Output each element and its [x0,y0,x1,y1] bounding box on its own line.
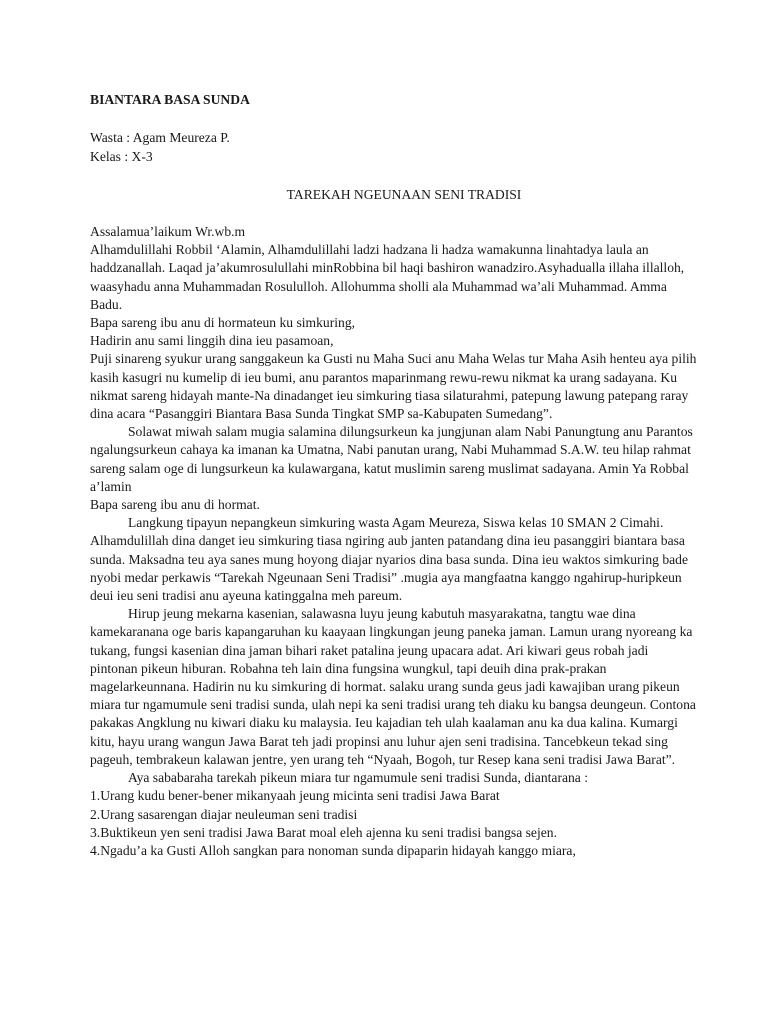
greeting: Assalamua’laikum Wr.wb.m [90,224,246,239]
introduction-paragraph: Langkung tipayun nepangkeun simkuring wasta Agam Meureza, Siswa kelas 10 SMAN 2 Cimahi. Alhamdulillah dina danget ieu simkuring tiasa ngiring aub janten patandang dina ieu pasanggiri biantara basa sunda. Maksadna teu aya sanes mung hoyong diajar nyarios dina basa sunda. Dina ieu waktos simkuring bade nyobi medar perkawis “Tarekah Ngeunaan Seni Tradisi” .mugia aya mangfaatna kanggo ngahirup-huripkeun deui ieu seni tradisi anu ayeuna katinggalna meh pareum. [90,515,688,604]
list-item: 1.Urang kudu bener-bener mikanyaah jeung micinta seni tradisi Jawa Barat [90,788,500,804]
solawat-paragraph: Solawat miwah salam mugia salamina dilungsurkeun ka jungjunan alam Nabi Panungtung anu Parantos ngalungsurkeun cahaya ka imanan ka Umatna, Nabi panutan urang, Nabi Muhammad S.A.W. teu hilap rahmat sareng salam oge di lungsurkeun ka kulawargana, katut muslimin sareng muslimat sadayana. Amin Ya Robbal a’lamin [90,424,693,494]
author-name: Wasta : Agam Meureza P. [90,130,230,145]
salutation-3: Bapa sareng ibu anu di hormat. [90,497,260,513]
main-content-paragraph: Hirup jeung mekarna kasenian, salawasna luyu jeung kabutuh masyarakatna, tangtu wae dina kamekaranana oge baris kapangaruhan ku kaayaan lingkungan jeung paneka jaman. Lamun urang nyoreang ka tukang, fungsi kasenian dina jaman bihari raket patalina jeung upacara adat. Ari kiwari geus robah jadi pintonan pikeun hiburan. Robahna teh lain dina fungsina wungkul, tapi deuih dina prak-prakan magelarkeunnana. Hadirin nu ku simkuring di hormat. salaku urang sunda geus jadi kawajiban urang pikeun miara tur ngamumule seni tradisi sunda, ulah nepi ka seni tradisi urang teh diaku ku bangsa deungeun. Contona pakakas Angklung nu kiwari diaku ku malaysia. Ieu kajadian teh ulah kaalaman anu ka dua kalina. Kumargi kitu, hayu urang wangun Jawa Barat teh jadi propinsi anu luhur ajen seni tradisina. Tancebkeun tekad sing pageuh, tembrakeun kalawan jentre, yen urang teh “Nyaah, Bogoh, tur Resep kana seni tradisi Jawa Barat”. [90,606,696,767]
list-intro: Aya sababaraha tarekah pikeun miara tur ngamumule seni tradisi Sunda, diantarana : [128,770,589,786]
gratitude-paragraph: Puji sinareng syukur urang sanggakeun ka Gusti nu Maha Suci anu Maha Welas tur Maha Asih henteu aya pilih kasih kasugri nu kumelip di ieu bumi, anu parantos maparinmang rewu-rewu nikmat ka urang sadayana. Ku nikmat sareng hidayah mante-Na dinadanget ieu simkuring tiasa silaturahmi, patepung lawung patepang raray dina acara “Pasanggiri Biantara Basa Sunda Tingkat SMP sa-Kabupaten Sumedang”. [90,351,697,422]
author-info [90,128,698,166]
speech-title: TAREKAH NGEUNAAN SENI TRADISI [286,187,522,202]
salutation-2: Hadirin anu sami linggih dina ieu pasamoan, [90,333,334,349]
document-title: BIANTARA BASA SUNDA [90,92,250,107]
efforts-list [90,787,698,860]
list-item: 2.Urang sasarengan diajar neuleuman seni tradisi [90,806,358,822]
list-item: 3.Buktikeun yen seni tradisi Jawa Barat moal eleh ajenna ku seni tradisi bangsa sejen. [90,824,557,840]
opening-prayer: Alhamdulillahi Robbil ‘Alamin, Alhamdulillahi ladzi hadzana li hadza wamakunna linahtadya laula an haddzanallah. Laqad ja’akumrosulullahi minRobbina bil haqi bashiron wanadziro.Asyhadualla illaha illalloh, waasyhadu anna Muhammadan Rosululloh. Allohumma sholli ala Muhammad wa’ali Muhammad. Amma Badu. [90,242,685,312]
author-class: Kelas : X-3 [90,149,153,164]
salutation-1: Bapa sareng ibu anu di hormateun ku simkuring, [90,315,356,331]
speech-body [90,223,698,860]
list-item: 4.Ngadu’a ka Gusti Alloh sangkan para nonoman sunda dipaparin hidayah kanggo miara, [90,842,576,858]
